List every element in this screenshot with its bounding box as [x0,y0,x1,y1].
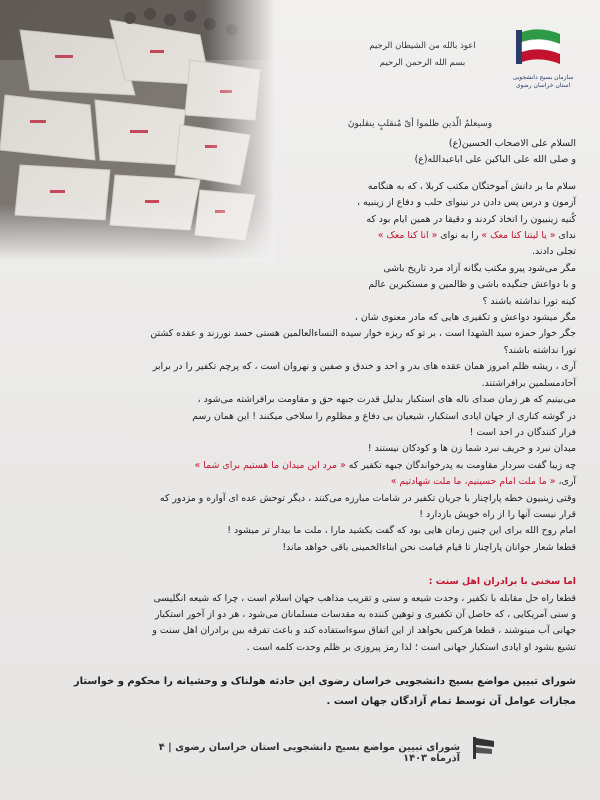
highlight-quote: « ما ملت امام حسینیم، ما ملت شهادتیم » [390,476,556,488]
paragraph-line: قطعا شعار جوانان پاراچنار تا قیام قیامت نحن ابناءالخمینی باقی خواهد ماند! [282,541,576,553]
paragraph-line: میدان نبرد و حریف نبرد شما زن ها و کودکان نیستند ! [367,443,576,455]
paragraph-line: وقتی زینبیون خطه پاراچنار با جریان تکفیر در شامات مبارزه می‌کنند ، دیگر توحش عده ای آواره و مزدور که [159,492,576,504]
signature-line [130,742,460,764]
paragraph-line: کینه تورا نداشته باشند ؟ [482,295,576,307]
paragraph-line: می‌بینیم که هر زمان صدای ناله های استکبار بدلیل قدرت جبهه حق و مقاومت برافراشته می‌شود ، [197,394,576,406]
basmala-text: بسم الله الرحمن الرحیم [379,58,466,68]
highlight-quote: « مرد این میدان ما هستیم برای شما » [194,459,346,471]
closing-statement: شورای تبیین مواضع بسیج دانشجویی خراسان رضوی این حادثه هولناک و وحشیانه را محکوم و خواستار [73,676,576,688]
statement-body [20,136,576,712]
paragraph-line: آری ، ریشه ظلم امروز همان عقده های بدر و احد و خندق و صفین و نهروان است ، که پرچم تکفیر را در برابر [152,361,576,373]
paragraph-line: مگر می‌شود پیرو مکتب یگانه آزاد مرد تاریخ باشی [383,262,576,274]
date-text: ۴ آذرماه ۱۴۰۳ [158,742,460,764]
signature-text: شورای تبیین مواضع بسیج دانشجویی استان خراسان رضوی [175,742,460,753]
highlight-quote: « یا لیتنا کنا معک » [481,230,556,242]
paragraph-line: چه زیبا گفت سردار مقاومت به پدرخواندگان جبهه تکفیر که « مرد این میدان ما هستیم برای شما » [194,459,576,471]
paragraph-line: قطعا راه حل مقابله با تکفیر ، وحدت شیعه و سنی و تقریب مذاهب جهان اسلام است ، چرا که شیعه انگلیسی [153,592,576,604]
paragraph-line: و با دواعش جنگیده باشی و ظالمین و مستکبرین عالم [368,279,576,291]
greeting-line: و صلی الله علی الباکین علی اباعبدالله(ع) [414,154,576,166]
paragraph-line: تجلی دادند. [531,246,576,258]
greeting-line: السلام علی الاصحاب الحسین(ع) [448,138,576,149]
paragraph-line: سلام ما بر دانش آموختگان مکتب کربلا ، که به هنگامه [367,180,576,192]
section-heading: اما سخنی با برادران اهل سنت : [428,576,576,588]
paragraph-line: و سنی آمریکایی ، که حاصل آن تکفیری و توهین کننده به مقدسات مسلمانان می‌شود ، هر دو از آخور استکبار [154,608,576,620]
paragraph-line: تشیع بشود او ایادی استکبار جهانی است ؛ لذا رمز پیروزی بر ظلم وحدت کلمه است . [246,641,576,653]
paragraph-line: مگر میشود دواعش و تکفیری هایی که مادر معنوی شان ، [354,312,576,324]
quran-verse: وسیعلمُ الّذین ظلموا أیّ مُنقلبٍ ینقلبونَ [347,119,493,129]
paragraph-line: جگر خوار حمزه سید الشهدا است ، بر تو که ریزه خوار سیده النساءالعالمین هستی حسد نورزند و عقده کشتن [150,328,576,340]
paragraph-line: آزمون و درس پس دادن در نینوای حلب و دفاع از زینبیه ، [356,197,576,209]
istiadha-text: اعوذ بالله من الشیطان الرجیم [369,41,476,51]
opening-formulas [340,38,505,72]
paragraph-line: قرار نیست آنها را از راه خویش بازدارد ! [419,508,576,520]
paragraph-line: کُنیه زینبیون را اتخاذ کردند و دقیقا در همین ایام بود که [366,213,576,225]
paragraph-line: در گوشه کناری از جهان ایادی استکبار، شیعیان بی دفاع و مظلوم را سلاخی میکنند ! این همان رسم [192,410,576,422]
paragraph-line: امام روح الله برای این چنین زمان هایی بود که گفت بکشید مارا ، ملت ما بیدار تر میشود ! [227,525,576,537]
paragraph-line: آری، « ما ملت امام حسینیم، ما ملت شهادتیم » [390,476,576,488]
separator: | [164,742,172,753]
council-emblem-icon [470,733,498,765]
paragraph-line: تورا نداشته باشند؟ [503,344,576,356]
closing-statement: مجازات عوامل آن توسط تمام آزادگان جهان است . [326,696,576,708]
paragraph-line: فرار کنندگان در احد است ! [469,426,576,438]
paragraph-line: ندای « یا لیتنا کنا معک » را به نوای « انا کنا معک » [377,230,576,242]
paragraph-line: آحادمسلمین برافراشتند. [481,377,576,389]
paragraph-line: جهانی آب مینوشند ، قطعا هرکس بخواهد از این اتفاق سوءاستفاده کند و باعث تفرقه بین برادران اهل سنت و [152,625,576,637]
highlight-quote: « انا کنا معک » [377,230,438,242]
logo-caption: سازمان بسیج دانشجویی استان خراسان رضوی [512,74,574,89]
